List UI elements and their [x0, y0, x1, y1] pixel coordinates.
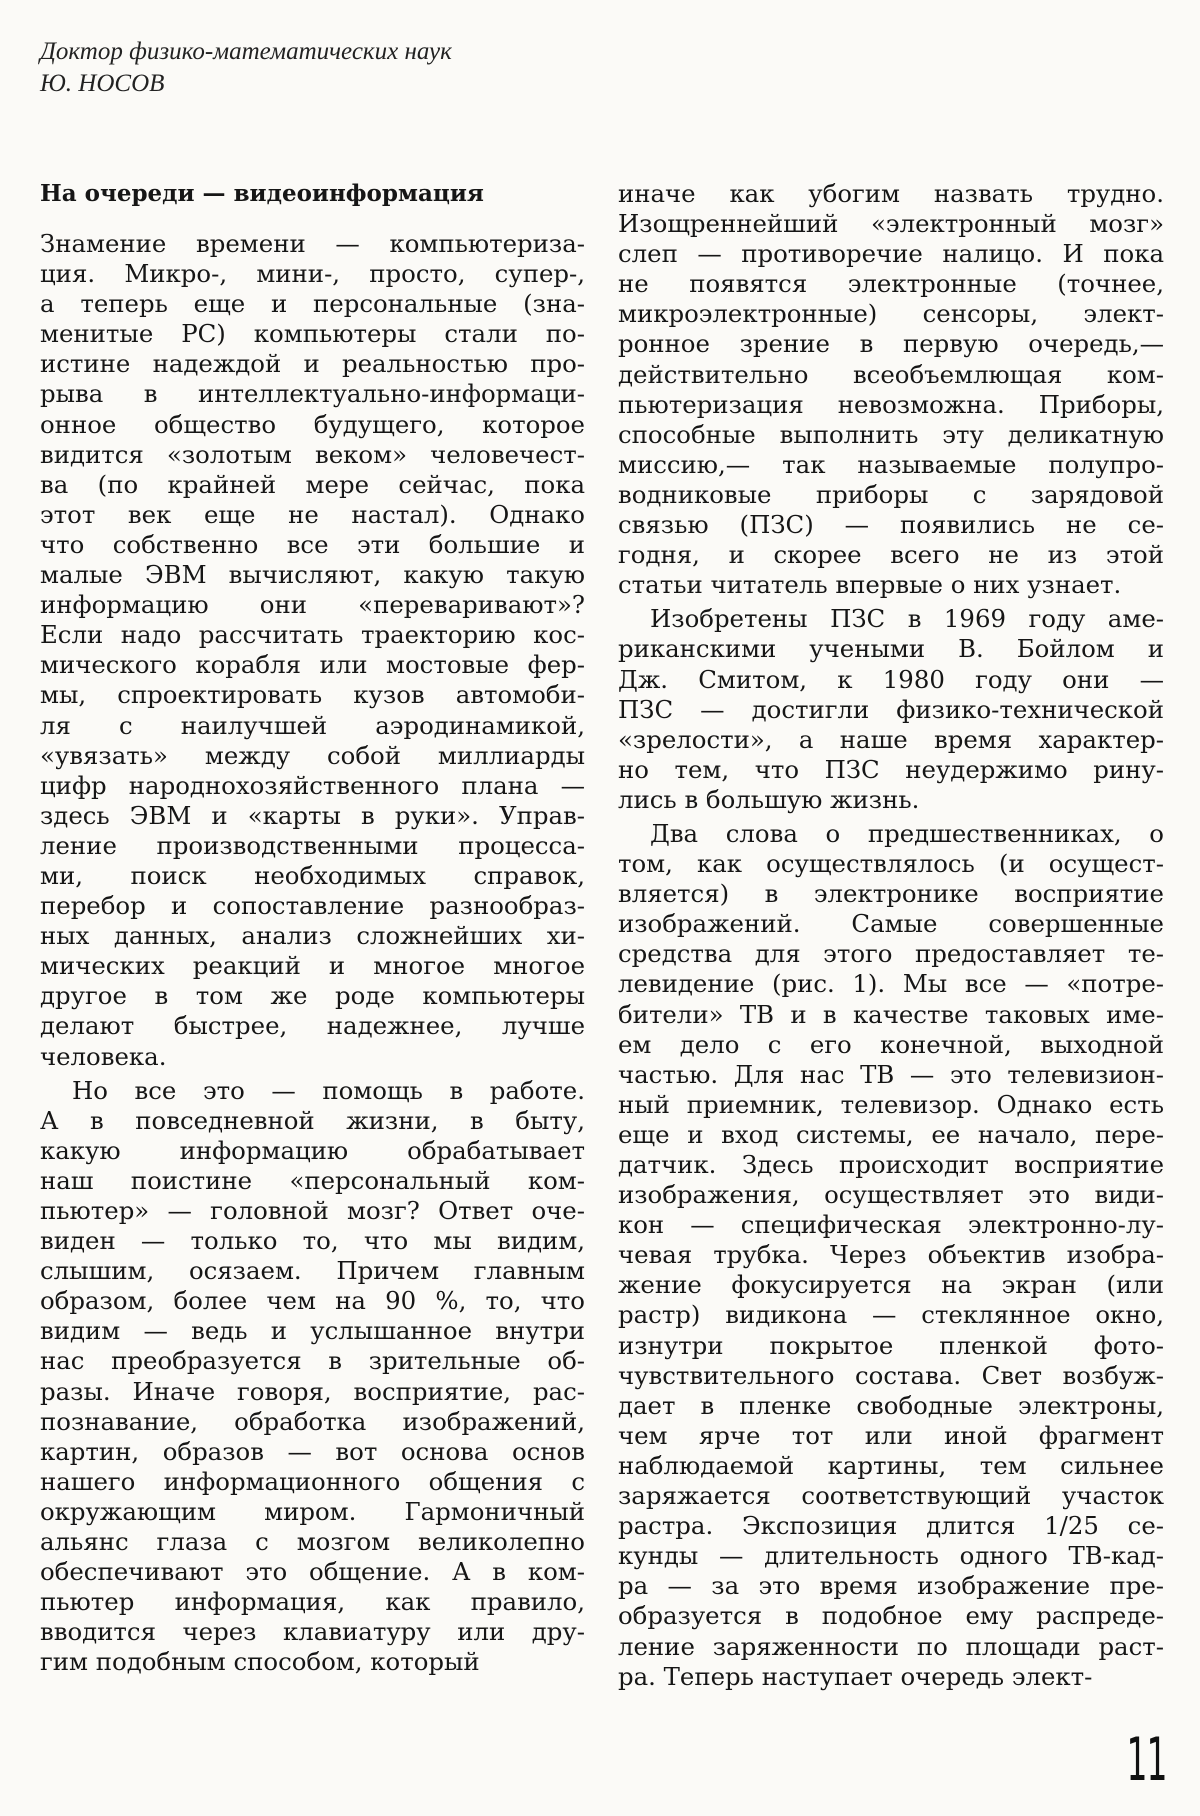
text-line: вводится через клавиатуру или дру- — [40, 1617, 585, 1647]
text-line: виден — только то, что мы видим, — [40, 1226, 585, 1256]
text-line: наблюдаемой картины, тем сильнее — [618, 1450, 1164, 1480]
text-line: чувствительного состава. Свет возбуж- — [618, 1360, 1164, 1390]
text-line: бители» ТВ и в качестве таковых име- — [618, 999, 1164, 1029]
text-line: пьютер информация, как правило, — [40, 1587, 585, 1617]
text-line: видим — ведь и услышанное внутри — [40, 1316, 585, 1346]
text-line: том, как осуществлялось (и осущест- — [618, 849, 1164, 879]
text-line: действительно всеобъемлющая ком- — [618, 359, 1164, 389]
text-line: левидение (рис. 1). Мы все — «потре- — [618, 969, 1164, 999]
text-line: ный приемник, телевизор. Однако есть — [618, 1089, 1164, 1119]
text-line: слеп — противоречие налицо. И пока — [618, 239, 1164, 269]
text-line: риканскими учеными В. Бойлом и — [618, 634, 1164, 664]
text-line: водниковые приборы с зарядовой — [618, 479, 1164, 509]
left-column — [40, 179, 585, 1678]
text-line: гим подобным способом, который — [40, 1647, 480, 1677]
text-line: «увязать» между собой миллиарды — [40, 740, 585, 770]
text-line: какую информацию обрабатывает — [40, 1135, 585, 1165]
text-line: малые ЭВМ вычисляют, какую такую — [40, 560, 585, 590]
text-line: заряжается соответствующий участок — [618, 1481, 1164, 1511]
text-line: образом, более чем на 90 %, то, что — [40, 1286, 585, 1316]
text-line: статьи читатель впервые о них узнает. — [618, 570, 1122, 600]
text-line: иначе как убогим назвать трудно. — [618, 179, 1164, 208]
text-line: Два слова о предшественниках, о — [650, 818, 1164, 848]
text-line: ных данных, анализ сложнейших хи- — [40, 921, 585, 951]
text-line: перебор и сопоставление разнообраз- — [40, 891, 585, 921]
text-line: мы, спроектировать кузов автомоби- — [40, 680, 585, 710]
text-line: средства для этого предоставляет те- — [618, 939, 1164, 969]
text-line: ем дело с его конечной, выходной — [618, 1029, 1164, 1059]
text-line: ва (по крайней мере сейчас, пока — [40, 469, 585, 499]
text-line: образуется в подобное ему распреде- — [618, 1601, 1164, 1631]
text-line: миссию,— так называемые полупро- — [618, 449, 1164, 479]
text-line: другое в том же роде компьютеры — [40, 981, 585, 1011]
text-line: альянс глаза с мозгом великолепно — [40, 1527, 585, 1557]
text-line: чем ярче тот или иной фрагмент — [618, 1420, 1164, 1450]
text-line: мического корабля или мостовые фер- — [40, 650, 585, 680]
text-line: этот век еще не настал). Однако — [40, 499, 585, 529]
page-number: 11 — [1126, 1725, 1166, 1795]
paragraph — [618, 604, 1164, 815]
author-title: Доктор физико-математических наук — [40, 38, 452, 65]
text-line: Дж. Смитом, к 1980 году они — — [618, 664, 1164, 694]
text-line: частью. Для нас ТВ — это телевизион- — [618, 1059, 1164, 1089]
text-line: ция. Микро-, мини-, просто, супер-, — [40, 259, 585, 289]
text-line: ление производственными процесса- — [40, 830, 585, 860]
text-line: ронное зрение в первую очередь,— — [618, 329, 1164, 359]
text-line: жение фокусируется на экран (или — [618, 1270, 1164, 1300]
text-line: слышим, осязаем. Причем главным — [40, 1256, 585, 1286]
text-line: познавание, обработка изображений, — [40, 1406, 585, 1436]
text-line: здесь ЭВМ и «карты в руки». Управ- — [40, 800, 585, 830]
text-line: онное общество будущего, которое — [40, 409, 585, 439]
text-line: информацию они «переваривают»? — [40, 590, 585, 620]
paragraph — [40, 1076, 585, 1678]
right-paragraphs — [618, 179, 1164, 1692]
paragraph — [618, 819, 1164, 1692]
paragraph — [40, 229, 585, 1072]
text-line: связью (ПЗС) — появились не се- — [618, 510, 1164, 540]
text-line: способные выполнить эту деликатную — [618, 419, 1164, 449]
text-line: ми, поиск необходимых справок, — [40, 860, 585, 890]
text-line: а теперь еще и персональные (зна- — [40, 289, 585, 319]
text-line: изображения, осуществляет это види- — [618, 1180, 1164, 1210]
text-line: Знамение времени — компьютериза- — [40, 229, 585, 258]
author-name: Ю. НОСОВ — [40, 70, 165, 97]
text-line: «зрелости», а наше время характер- — [618, 724, 1164, 754]
text-line: кунды — длительность одного ТВ-кад- — [618, 1541, 1164, 1571]
text-line: мических реакций и многое многое — [40, 951, 585, 981]
text-line: менитые PC) компьютеры стали по- — [40, 319, 585, 349]
text-line: растра. Экспозиция длится 1/25 се- — [618, 1511, 1164, 1541]
text-line: годня, и скорее всего не из этой — [618, 540, 1164, 570]
text-line: нас преобразуется в зрительные об- — [40, 1346, 585, 1376]
text-line: не появятся электронные (точнее, — [618, 269, 1164, 299]
text-line: что собственно все эти большие и — [40, 529, 585, 559]
text-line: нашего информационного общения с — [40, 1466, 585, 1496]
text-line: ра — за это время изображение пре- — [618, 1571, 1164, 1601]
text-line: кон — специфическая электронно-лу- — [618, 1210, 1164, 1240]
text-line: разы. Иначе говоря, восприятие, рас- — [40, 1376, 585, 1406]
text-line: обеспечивают это общение. А в ком- — [40, 1557, 585, 1587]
text-line: человека. — [40, 1041, 167, 1071]
text-line: рыва в интеллектуально-информаци- — [40, 379, 585, 409]
article-heading: На очереди — видеоинформация — [40, 180, 484, 207]
text-line: растр) видикона — стеклянное окно, — [618, 1300, 1164, 1330]
text-line: истине надеждой и реальностью про- — [40, 349, 585, 379]
text-line: А в повседневной жизни, в быту, — [40, 1105, 585, 1135]
right-column — [618, 179, 1164, 1692]
text-line: изнутри покрытое пленкой фото- — [618, 1330, 1164, 1360]
text-line: пьютер» — головной мозг? Ответ оче- — [40, 1196, 585, 1225]
text-line: Изощреннейший «электронный мозг» — [618, 209, 1164, 239]
text-line: окружающим миром. Гармоничный — [40, 1496, 585, 1526]
text-line: картин, образов — вот основа основ — [40, 1436, 585, 1466]
text-line: Но все это — помощь в работе. — [72, 1075, 585, 1105]
text-line: ПЗС — достигли физико-технической — [618, 694, 1164, 724]
text-line: чевая трубка. Через объектив изобра- — [618, 1240, 1164, 1270]
paragraph — [618, 179, 1164, 600]
text-line: но тем, что ПЗС неудержимо рину- — [618, 754, 1164, 784]
text-line: пьютеризация невозможна. Приборы, — [618, 389, 1164, 419]
text-line: видится «золотым веком» человечест- — [40, 439, 585, 469]
text-line: наш поистине «персональный ком- — [40, 1165, 585, 1195]
left-paragraphs — [40, 229, 585, 1678]
text-line: цифр народнохозяйственного плана — — [40, 770, 585, 800]
text-line: Изобретены ПЗС в 1969 году аме- — [650, 604, 1164, 634]
text-line: лись в большую жизнь. — [618, 784, 920, 814]
text-line: дает в пленке свободные электроны, — [618, 1390, 1164, 1420]
byline — [40, 36, 452, 100]
text-line: делают быстрее, надежнее, лучше — [40, 1011, 585, 1041]
text-line: ление заряженности по площади раст- — [618, 1631, 1164, 1661]
text-line: ля с наилучшей аэродинамикой, — [40, 710, 585, 740]
text-line: еще и вход системы, ее начало, пере- — [618, 1119, 1164, 1149]
text-line: ра. Теперь наступает очередь элект- — [618, 1661, 1093, 1691]
text-line: вляется) в электронике восприятие — [618, 879, 1164, 909]
text-line: датчик. Здесь происходит восприятие — [618, 1150, 1164, 1179]
text-line: Если надо рассчитать траекторию кос- — [40, 620, 585, 650]
text-line: изображений. Самые совершенные — [618, 909, 1164, 939]
text-line: микроэлектронные) сенсоры, элект- — [618, 299, 1164, 329]
